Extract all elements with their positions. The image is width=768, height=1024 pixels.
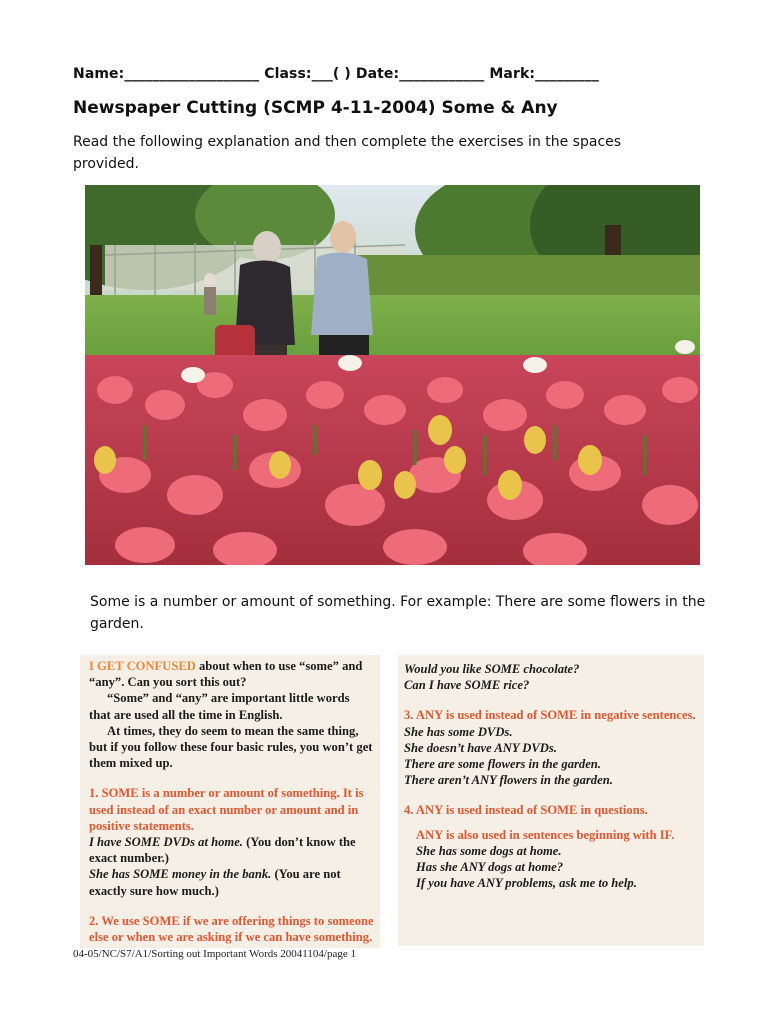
rule-3-example-1: She has some DVDs. <box>404 724 513 739</box>
example-note: (You don’t know the exact number.) <box>89 835 356 866</box>
rule-3-example-3: There are some flowers in the garden. <box>404 757 601 772</box>
lead-text: about when to use “some” and “any”. Can you sort this out? <box>89 659 363 690</box>
lead-paragraph <box>89 658 374 690</box>
rule-3-example-4: There aren’t ANY flowers in the garden. <box>404 773 613 788</box>
lead-highlight: I GET CONFUSED <box>89 659 196 673</box>
example-italic: She has SOME money in the bank. <box>89 867 272 882</box>
page-footer: 04-05/NC/S7/A1/Sorting out Important Words 20041104/page 1 <box>73 948 356 960</box>
rule-3-example-2: She doesn’t have ANY DVDs. <box>404 740 557 755</box>
rule-2: 2. We use SOME if we are offering things to someone else or when we are asking if we can have something. <box>89 913 374 945</box>
rule-3: 3. ANY is used instead of SOME in negative sentences. <box>404 708 696 723</box>
page-title: Newspaper Cutting (SCMP 4-11-2004) Some & Any <box>73 98 558 118</box>
rule-4-example-1: She has some dogs at home. <box>416 843 562 858</box>
rule-1-example-1 <box>89 834 374 866</box>
student-info-line: Name:___________________ Class:___( ) Date:____________ Mark:_________ <box>73 66 599 82</box>
example-note: (You are not exactly sure how much.) <box>89 867 341 898</box>
offer-question-2: Can I have SOME rice? <box>404 678 530 693</box>
rule-4-note: ANY is also used in sentences beginning with IF. <box>416 827 675 842</box>
paragraph-2: “Some” and “any” are important little words that are used all the time in English. <box>89 691 350 722</box>
newspaper-cutting-right-column <box>398 655 704 946</box>
instructions: Read the following explanation and then complete the exercises in the spaces provided. <box>73 134 622 172</box>
rule-1-example-2 <box>89 866 374 898</box>
rule-4-example-3: If you have ANY problems, ask me to help. <box>416 876 637 891</box>
rule-1: 1. SOME is a number or amount of something. It is used instead of an exact number or amount and in positive statements. <box>89 786 364 833</box>
example-italic: I have SOME DVDs at home. <box>89 835 243 850</box>
newspaper-photo-tulip-garden <box>85 185 700 565</box>
offer-question-1: Would you like SOME chocolate? <box>404 662 580 676</box>
paragraph-3: At times, they do seem to mean the same thing, but if you follow these four basic rules, you won’t get them mixed up. <box>89 723 373 771</box>
explanation-text: Some is a number or amount of something. For example: There are some flowers in the garden. <box>90 594 706 632</box>
rule-4: 4. ANY is used instead of SOME in questions. <box>404 803 648 818</box>
newspaper-cutting-left-column <box>80 655 380 948</box>
rule-4-example-2: Has she ANY dogs at home? <box>416 860 564 875</box>
